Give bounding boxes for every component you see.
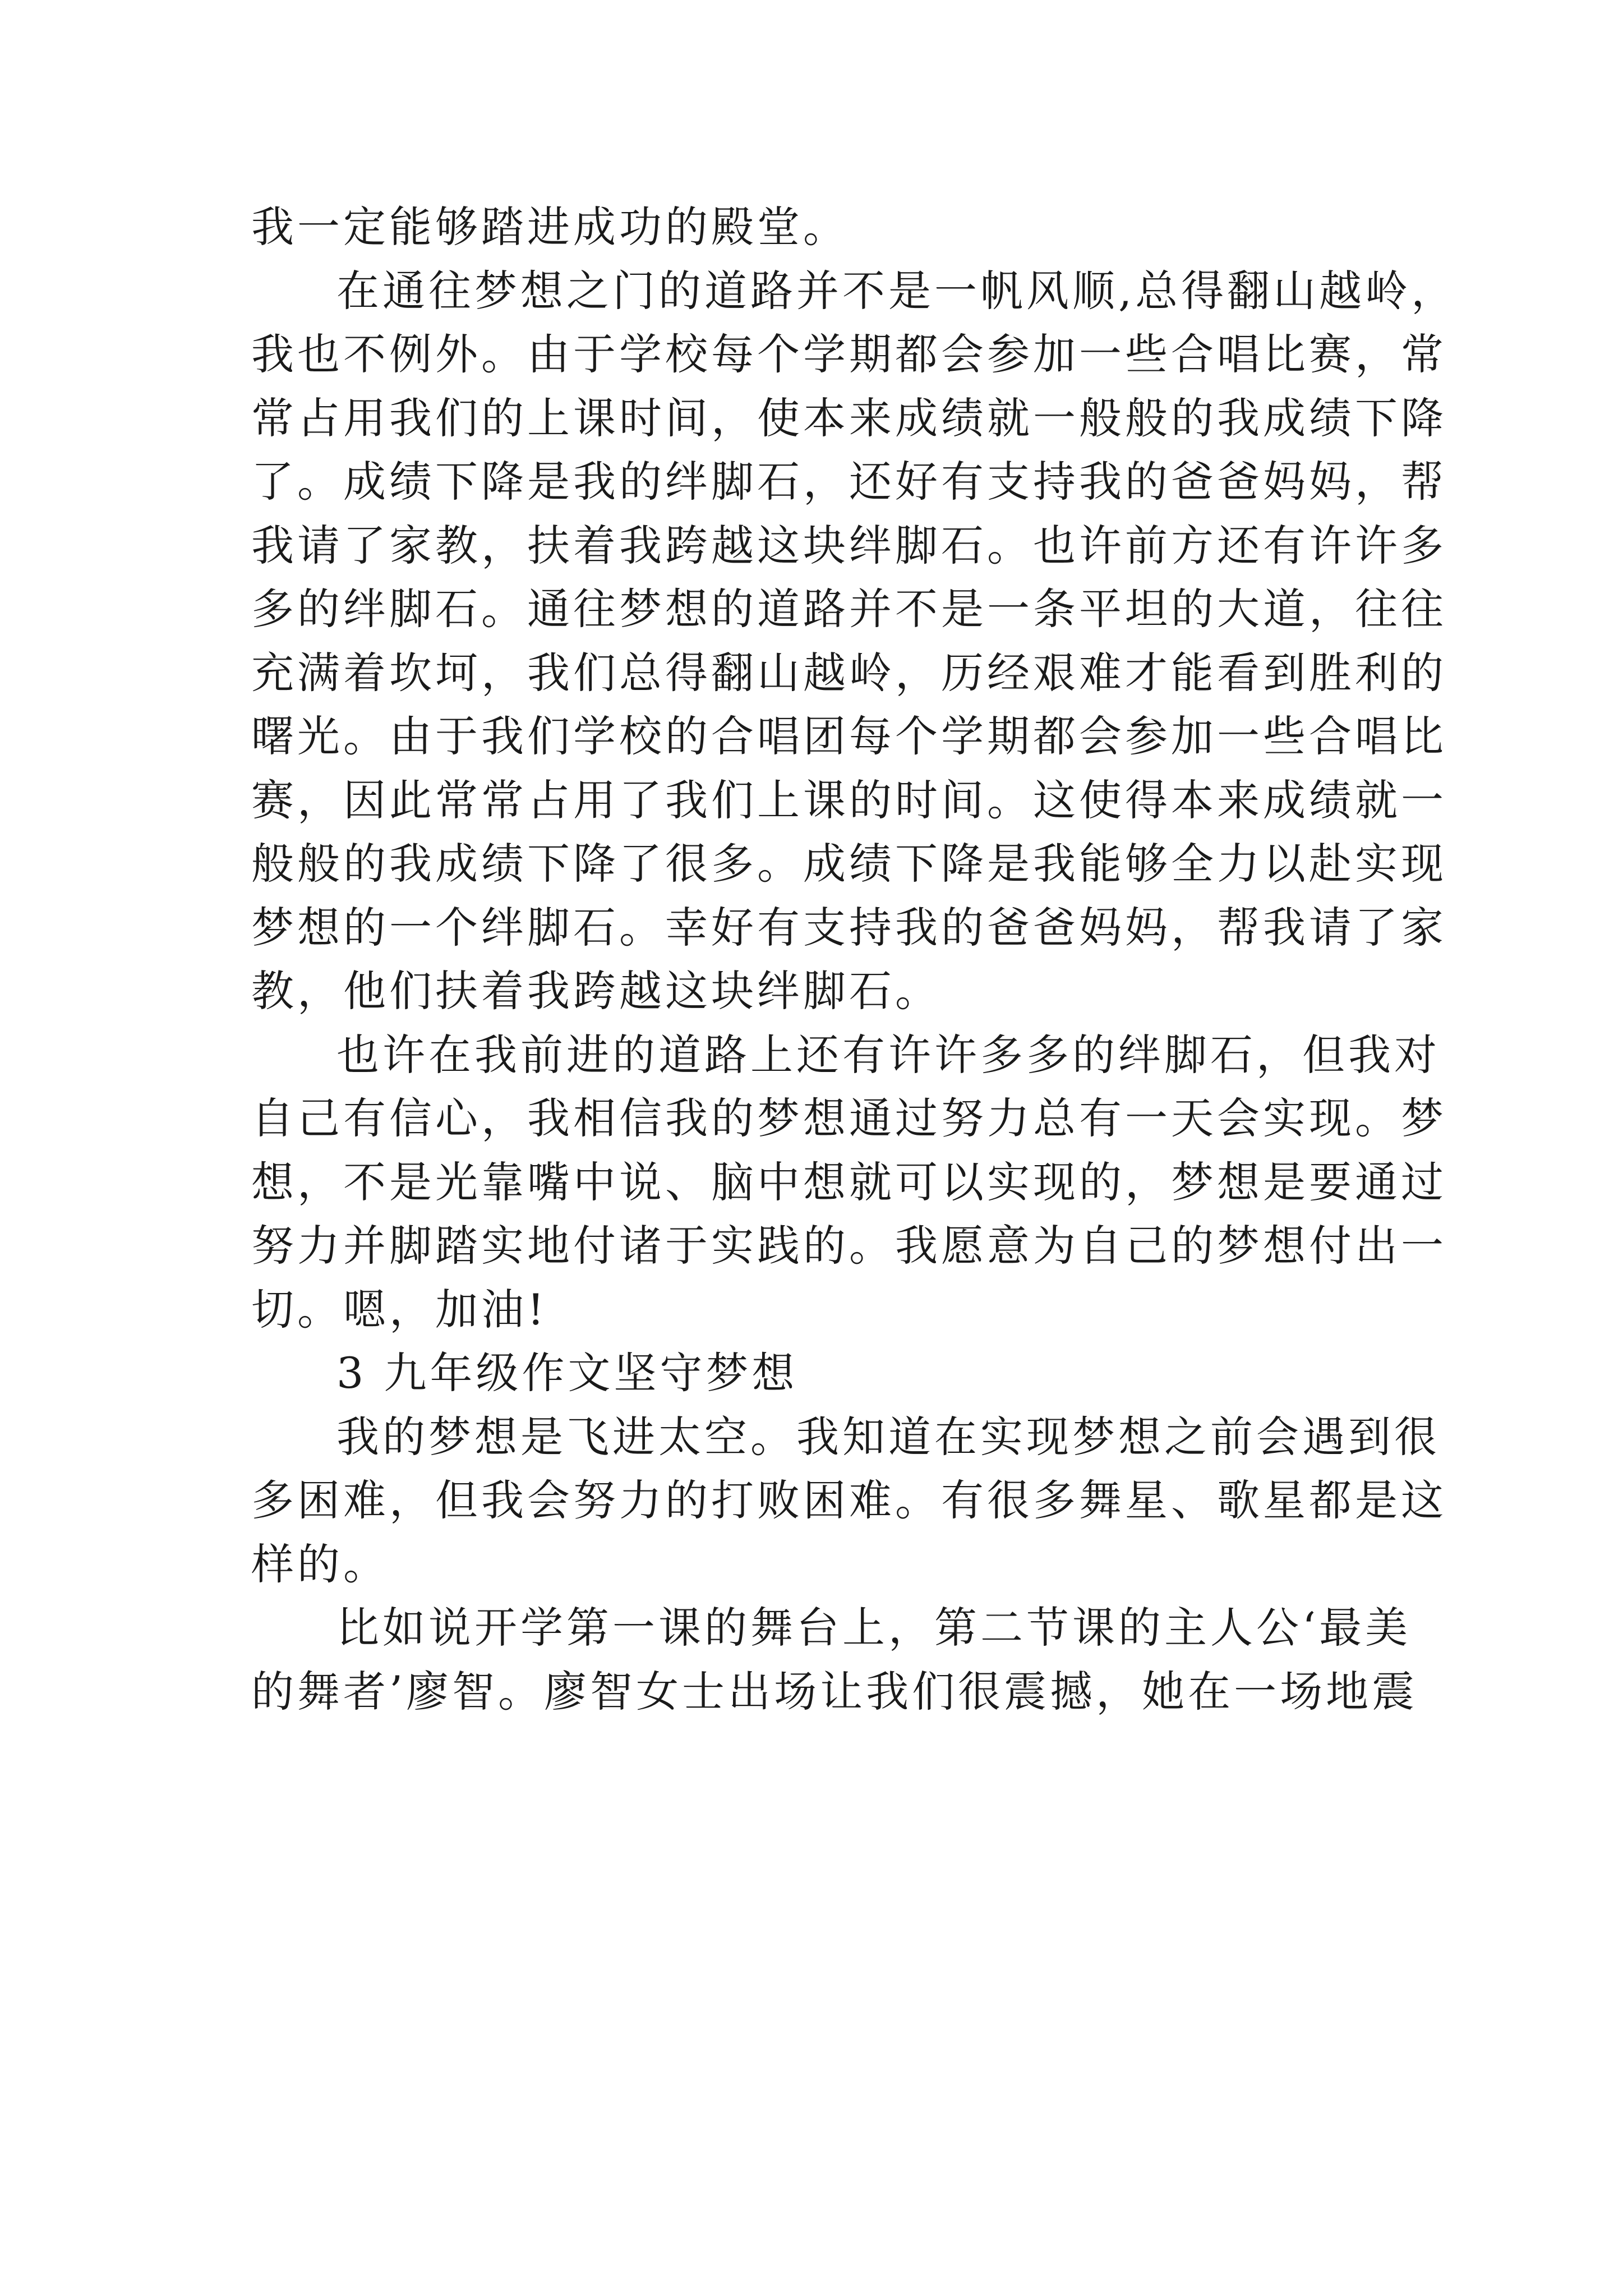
text-line: 样的。 bbox=[251, 1539, 389, 1589]
text-line: 我一定能够踏进成功的殿堂。 bbox=[251, 202, 849, 252]
text-line: 常占用我们的上课时间，使本来成绩就一般般的我成绩下降 bbox=[251, 393, 1447, 443]
text-line: 多困难，但我会努力的打败困难。有很多舞星、歌星都是这 bbox=[251, 1475, 1447, 1525]
text-line: 想，不是光靠嘴中说、脑中想就可以实现的，梦想是要通过 bbox=[251, 1157, 1447, 1207]
text-line: 教，他们扶着我跨越这块绊脚石。 bbox=[251, 966, 941, 1016]
text-line: 比如说开学第一课的舞台上，第二节课的主人公‘最美 bbox=[336, 1603, 1412, 1653]
text-line: 也许在我前进的道路上还有许许多多的绊脚石，但我对 bbox=[336, 1029, 1440, 1080]
text-line: 我请了家教，扶着我跨越这块绊脚石。也许前方还有许许多 bbox=[251, 520, 1447, 570]
text-line: 了。成绩下降是我的绊脚石，还好有支持我的爸爸妈妈，帮 bbox=[251, 457, 1447, 507]
body-text bbox=[251, 195, 1458, 1723]
text-line: 般般的我成绩下降了很多。成绩下降是我能够全力以赴实现 bbox=[251, 839, 1447, 889]
text-line: 我也不例外。由于学校每个学期都会参加一些合唱比赛，常 bbox=[251, 329, 1447, 379]
text-line: 自己有信心，我相信我的梦想通过努力总有一天会实现。梦 bbox=[251, 1093, 1447, 1143]
text-line: 努力并脚踏实地付诸于实践的。我愿意为自己的梦想付出一 bbox=[251, 1221, 1447, 1271]
text-line: 3 九年级作文坚守梦想 bbox=[336, 1348, 798, 1398]
text-line: 赛，因此常常占用了我们上课的时间。这使得本来成绩就一 bbox=[251, 775, 1447, 825]
text-line: 在通往梦想之门的道路并不是一帆风顺,总得翻山越岭， bbox=[336, 265, 1458, 316]
text-line: 我的梦想是飞进太空。我知道在实现梦想之前会遇到很 bbox=[336, 1411, 1440, 1462]
text-line: 梦想的一个绊脚石。幸好有支持我的爸爸妈妈，帮我请了家 bbox=[251, 902, 1447, 953]
text-line: 曙光。由于我们学校的合唱团每个学期都会参加一些合唱比 bbox=[251, 711, 1447, 761]
text-line: 充满着坎坷，我们总得翻山越岭，历经艰难才能看到胜利的 bbox=[251, 647, 1447, 698]
text-line: 多的绊脚石。通往梦想的道路并不是一条平坦的大道，往往 bbox=[251, 584, 1447, 634]
text-line: 的舞者’廖智。廖智女士出场让我们很震撼，她在一场地震 bbox=[251, 1666, 1418, 1717]
text-line: 切。嗯，加油! bbox=[251, 1284, 548, 1335]
